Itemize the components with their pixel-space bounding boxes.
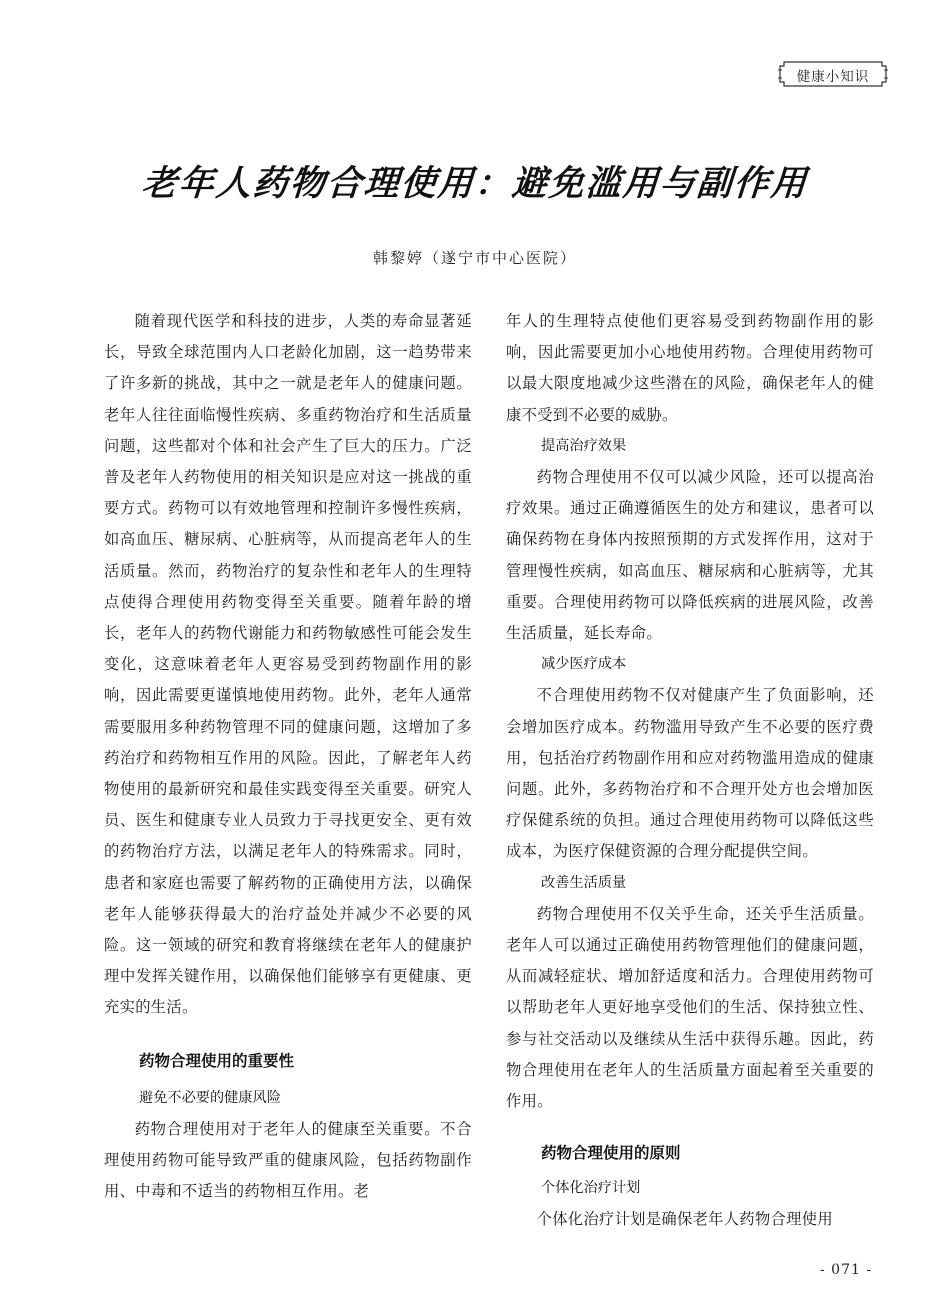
- subheading-individualized-plan: 个体化治疗计划: [541, 1180, 641, 1197]
- right-column: [506, 306, 874, 1236]
- intro-paragraph: 随着现代医学和科技的进步，人类的寿命显著延长，导致全球范围内人口老龄化加剧，这一趋势带来了许多新的挑战，其中之一就是老年人的健康问题。老年人往往面临慢性疾病、多重药物治疗和生活质量问题，这些都对个体和社会产生了巨大的压力。广泛普及老年人药物使用的相关知识是应对这一挑战的重要方式。药物可以有效地管理和控制许多慢性疾病，如高血压、糖尿病、心脏病等，从而提高老年人的生活质量。然而，药物治疗的复杂性和老年人的生理特点使得合理使用药物变得至关重要。随着年龄的增长，老年人的药物代谢能力和药物敏感性可能会发生变化，这意味着老年人更容易受到药物副作用的影响，因此需要更谨慎地使用药物。此外，老年人通常需要服用多种药物管理不同的健康问题，这增加了多药治疗和药物相互作用的风险。因此，了解老年人药物使用的最新研究和最佳实践变得至关重要。研究人员、医生和健康专业人员致力于寻找更安全、更有效的药物治疗方法，以满足老年人的特殊需求。同时，患者和家庭也需要了解药物的正确使用方法，以确保老年人能够获得最大的治疗益处并减少不必要的风险。这一领域的研究和教育将继续在老年人的健康护理中发挥关键作用，以确保他们能够享有更健康、更充实的生活。: [104, 312, 472, 1017]
- subheading-treatment-effect: 提高治疗效果: [541, 437, 627, 454]
- paragraph-reduce-cost: 不合理使用药物不仅对健康产生了负面影响，还会增加医疗成本。药物滥用导致产生不必要的医疗费用，包括治疗药物副作用和应对药物滥用造成的健康问题。此外，多药物治疗和不合理开处方也会增加医疗保健系统的负担。通过合理使用药物可以降低这些成本，为医疗保健资源的合理分配提供空间。: [506, 686, 874, 861]
- paragraph-quality-of-life: 药物合理使用不仅关乎生命，还关乎生活质量。老年人可以通过正确使用药物管理他们的健康问题，从而减轻症状、增加舒适度和活力。合理使用药物可以帮助老年人更好地享受他们的生活、保持独立性、参与社交活动以及继续从生活中获得乐趣。因此，药物合理使用在老年人的生活质量方面起着至关重要的作用。: [506, 904, 874, 1111]
- subheading-reduce-cost: 减少医疗成本: [541, 656, 627, 673]
- paragraph-avoid-risk: 药物合理使用对于老年人的健康至关重要。不合理使用药物可能导致严重的健康风险，包括药物副作用、中毒和不适当的药物相互作用。老: [104, 1120, 472, 1201]
- left-column: [104, 306, 472, 1208]
- paragraph-treatment-effect: 药物合理使用不仅可以减少风险，还可以提高治疗效果。通过正确遵循医生的处方和建议，患者可以确保药物在身体内按照预期的方式发挥作用，这对于管理慢性疾病，如高血压、糖尿病和心脏病等，尤其重要。合理使用药物可以降低疾病的进展风险，改善生活质量，延长寿命。: [506, 468, 874, 643]
- section-tag: [778, 60, 888, 88]
- subheading-quality-of-life: 改善生活质量: [541, 874, 627, 891]
- subheading-avoid-risk: 避免不必要的健康风险: [139, 1089, 281, 1106]
- section-tag-label: 健康小知识: [796, 69, 870, 85]
- article-title: 老年人药物合理使用：避免滥用与副作用: [140, 164, 810, 204]
- section-heading-importance: 药物合理使用的重要性: [139, 1051, 295, 1070]
- paragraph-avoid-risk-continued: 年人的生理特点使他们更容易受到药物副作用的影响，因此需要更加小心地使用药物。合理使用药物可以最大限度地减少这些潜在的风险，确保老年人的健康不受到不必要的威胁。: [506, 312, 874, 424]
- paragraph-individualized-plan: 个体化治疗计划是确保老年人药物合理使用: [536, 1210, 833, 1229]
- page-number: - 071 -: [820, 1262, 873, 1278]
- section-heading-principles: 药物合理使用的原则: [541, 1144, 681, 1163]
- author-line: 韩黎婷（遂宁市中心医院）: [372, 249, 577, 267]
